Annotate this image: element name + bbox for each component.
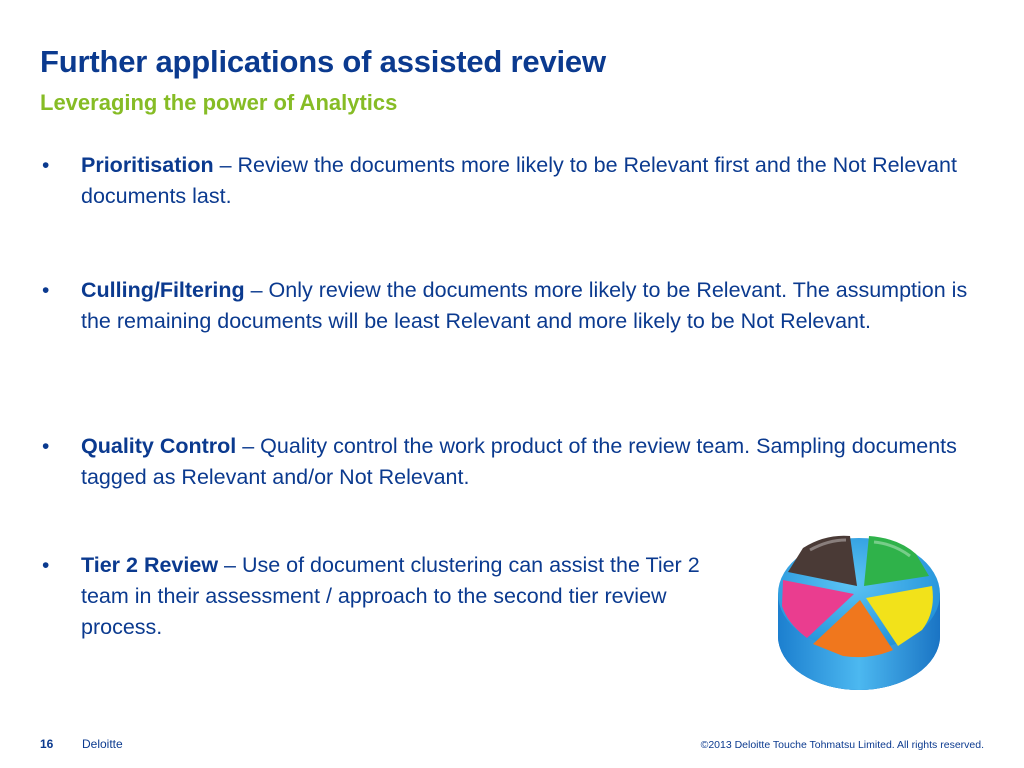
trivial-pursuit-pie-icon [770,528,948,694]
bullet-text [81,275,981,337]
bullet-description: – Quality control the work product of the review team. Sampling documents tagged as Relevant and/or Not Relevant. [81,434,957,489]
footer-copyright: ©2013 Deloitte Touche Tohmatsu Limited. All rights reserved. [700,739,984,751]
bullet-term: Quality Control [81,434,237,458]
bullet-text [81,550,721,643]
footer-brand: Deloitte [82,737,123,751]
slide-title: Further applications of assisted review [40,44,606,79]
bullet-marker: • [42,154,50,177]
bullet-text [81,431,981,493]
bullet-term: Culling/Filtering [81,278,245,302]
bullet-marker: • [42,554,50,577]
bullet-description: – Review the documents more likely to be Relevant first and the Not Relevant documents last. [81,153,957,208]
bullet-marker: • [42,435,50,458]
bullet-description: – Use of document clustering can assist the Tier 2 team in their assessment / approach to the second tier review process. [81,553,700,639]
pie-illustration [770,528,948,694]
bullet-description: – Only review the documents more likely to be Relevant. The assumption is the remaining documents will be least Relevant and more likely to be Not Relevant. [81,278,968,333]
bullet-marker: • [42,279,50,302]
slide-subtitle: Leveraging the power of Analytics [40,90,398,115]
bullet-text [81,150,981,212]
bullet-term: Tier 2 Review [81,553,219,577]
page-number: 16 [40,737,54,751]
bullet-term: Prioritisation [81,153,214,177]
